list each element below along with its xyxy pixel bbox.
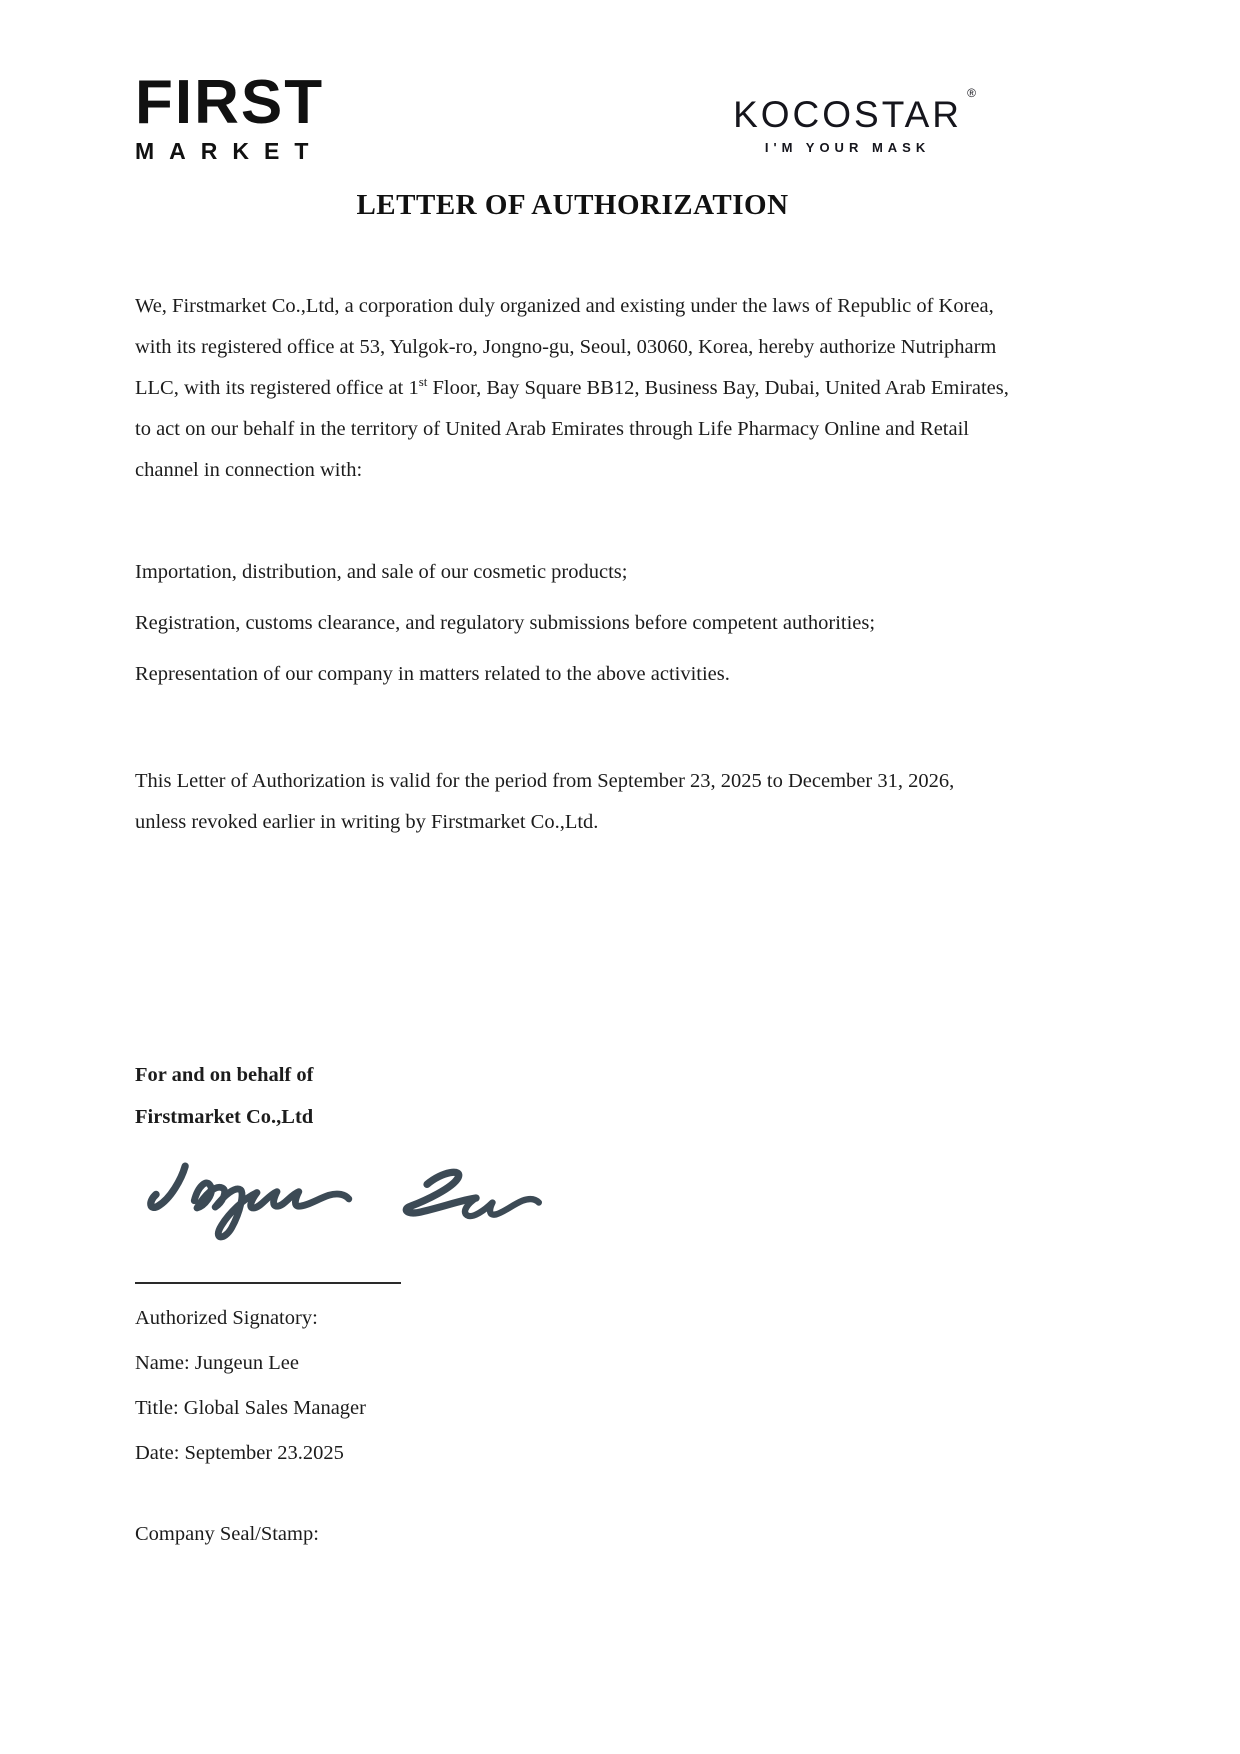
activity-item-importation: Importation, distribution, and sale of our cosmetic products; [135,561,628,583]
activity-item-registration: Registration, customs clearance, and regulatory submissions before competent authorities; [135,612,876,634]
intro-paragraph [135,286,1010,491]
signatory-title-line: Title: Global Sales Manager [135,1397,366,1419]
first-market-logo-line1: FIRST [135,68,325,137]
letter-header [135,68,1010,164]
document-title: LETTER OF AUTHORIZATION [356,189,789,221]
kocostar-tagline: I'M YOUR MASK [764,140,931,155]
validity-paragraph: This Letter of Authorization is valid for the period from September 23, 2025 to December 31, 2026, unless revoked earlier in writing by Firstmarket Co.,Ltd. [135,770,955,833]
authorized-activities-list [135,552,1010,695]
kocostar-logo [733,86,976,155]
first-market-logo [135,68,325,164]
signature-strokes [151,1166,539,1237]
first-market-logo-line2: MARKET [135,138,324,164]
registered-trademark-icon: ® [967,86,976,100]
signature-line [135,1282,401,1284]
on-behalf-block [135,1054,1010,1138]
signatory-details [135,1296,1010,1476]
intro-text-after-ordinal: Floor, Bay Square BB12, Business Bay, Dubai, United Arab Emirates, to act on our behalf in the territory of United Arab Emirates through Life Pharmacy Online and Retail channel in connection with: [135,377,1009,481]
kocostar-wordmark: KOCOSTAR [733,94,962,135]
ordinal-suffix: st [418,374,428,390]
activity-item-representation: Representation of our company in matters related to the above activities. [135,663,730,685]
signatory-name-line: Name: Jungeun Lee [135,1352,299,1374]
on-behalf-line2: Firstmarket Co.,Ltd [135,1106,314,1128]
on-behalf-line1: For and on behalf of [135,1064,314,1086]
intro-text-before-ordinal: We, Firstmarket Co.,Ltd, a corporation duly organized and existing under the laws of Republic of Korea, with its registered office at 53, Yulgok-ro, Jongno-gu, Seoul, 03060, Korea, hereby authorize Nutripharm LLC, with its registered office at 1 [135,295,997,399]
company-seal-label: Company Seal/Stamp: [135,1523,319,1545]
authorized-signatory-label: Authorized Signatory: [135,1307,318,1329]
handwritten-signature [137,1148,1010,1248]
signatory-date-line: Date: September 23.2025 [135,1442,344,1464]
